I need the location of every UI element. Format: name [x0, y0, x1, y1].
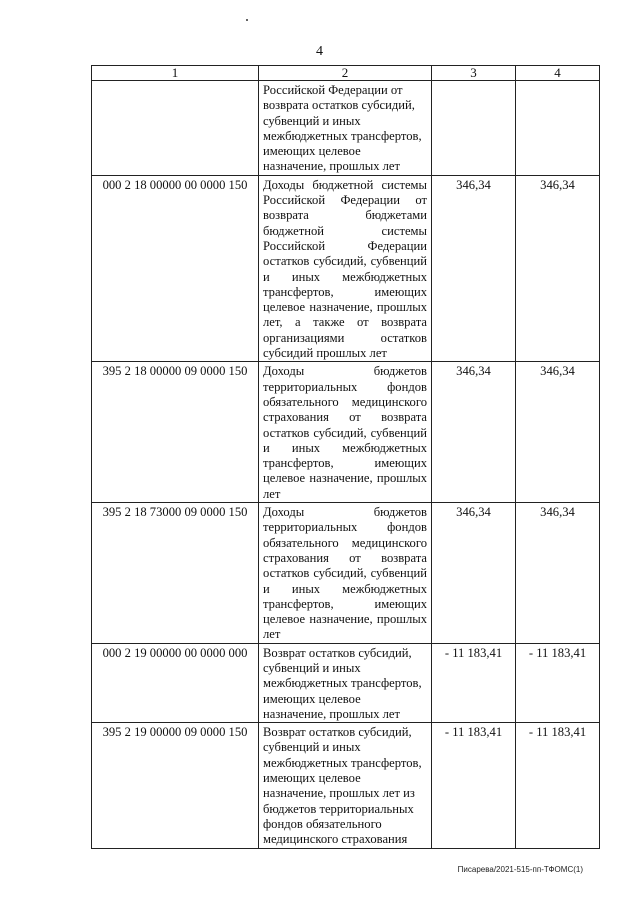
value-column-3: - 11 183,41 [432, 723, 516, 848]
value-column-4: 346,34 [516, 503, 600, 644]
value-column-3: - 11 183,41 [432, 643, 516, 722]
budget-description: Возврат остатков субсидий, субвенций и иных межбюджетных трансфертов, имеющих целевое назначение, прошлых лет из бюджетов территориальных фондов обязательного медицинского страхования [259, 723, 432, 848]
budget-description: Доходы бюджетной системы Российской Федерации от возврата бюджетами бюджетной системы Российской Федерации остатков субсидий, субвенций и иных межбюджетных трансфертов, имеющих целевое назначение, прошлых лет, а также от возврата организациями остатков субсидий прошлых лет [259, 175, 432, 362]
budget-code: 000 2 18 00000 00 0000 150 [92, 175, 259, 362]
page-number: 4 [316, 44, 323, 59]
budget-table [91, 65, 600, 849]
table-row [92, 81, 600, 176]
budget-description: Доходы бюджетов территориальных фондов обязательного медицинского страхования от возврата остатков субсидий, субвенций и иных межбюджетных трансфертов, имеющих целевое назначение, прошлых лет [259, 503, 432, 644]
value-column-3 [432, 81, 516, 176]
table-row [92, 723, 600, 848]
table-header-row [92, 66, 600, 81]
value-column-4: 346,34 [516, 175, 600, 362]
document-footer-id: Писарева/2021-515-пп-ТФОМС(1) [457, 865, 583, 874]
budget-code: 395 2 18 73000 09 0000 150 [92, 503, 259, 644]
value-column-4: - 11 183,41 [516, 643, 600, 722]
column-header-4: 4 [516, 66, 600, 81]
budget-code: 000 2 19 00000 00 0000 000 [92, 643, 259, 722]
value-column-3: 346,34 [432, 503, 516, 644]
budget-description: Российской Федерации от возврата остатков субсидий, субвенций и иных межбюджетных трансфертов, имеющих целевое назначение, прошлых лет [259, 81, 432, 176]
value-column-4 [516, 81, 600, 176]
value-column-4: - 11 183,41 [516, 723, 600, 848]
value-column-3: 346,34 [432, 362, 516, 503]
table-row [92, 643, 600, 722]
column-header-3: 3 [432, 66, 516, 81]
budget-description: Доходы бюджетов территориальных фондов обязательного медицинского страхования от возврата остатков субсидий, субвенций и иных межбюджетных трансфертов, имеющих целевое назначение, прошлых лет [259, 362, 432, 503]
table-row [92, 362, 600, 503]
column-header-2: 2 [259, 66, 432, 81]
column-header-1: 1 [92, 66, 259, 81]
budget-description: Возврат остатков субсидий, субвенций и иных межбюджетных трансфертов, имеющих целевое назначение, прошлых лет [259, 643, 432, 722]
table-row [92, 175, 600, 362]
value-column-4: 346,34 [516, 362, 600, 503]
table-row [92, 503, 600, 644]
value-column-3: 346,34 [432, 175, 516, 362]
budget-code: 395 2 19 00000 09 0000 150 [92, 723, 259, 848]
budget-code: 395 2 18 00000 09 0000 150 [92, 362, 259, 503]
budget-code [92, 81, 259, 176]
speck-mark [246, 19, 248, 21]
